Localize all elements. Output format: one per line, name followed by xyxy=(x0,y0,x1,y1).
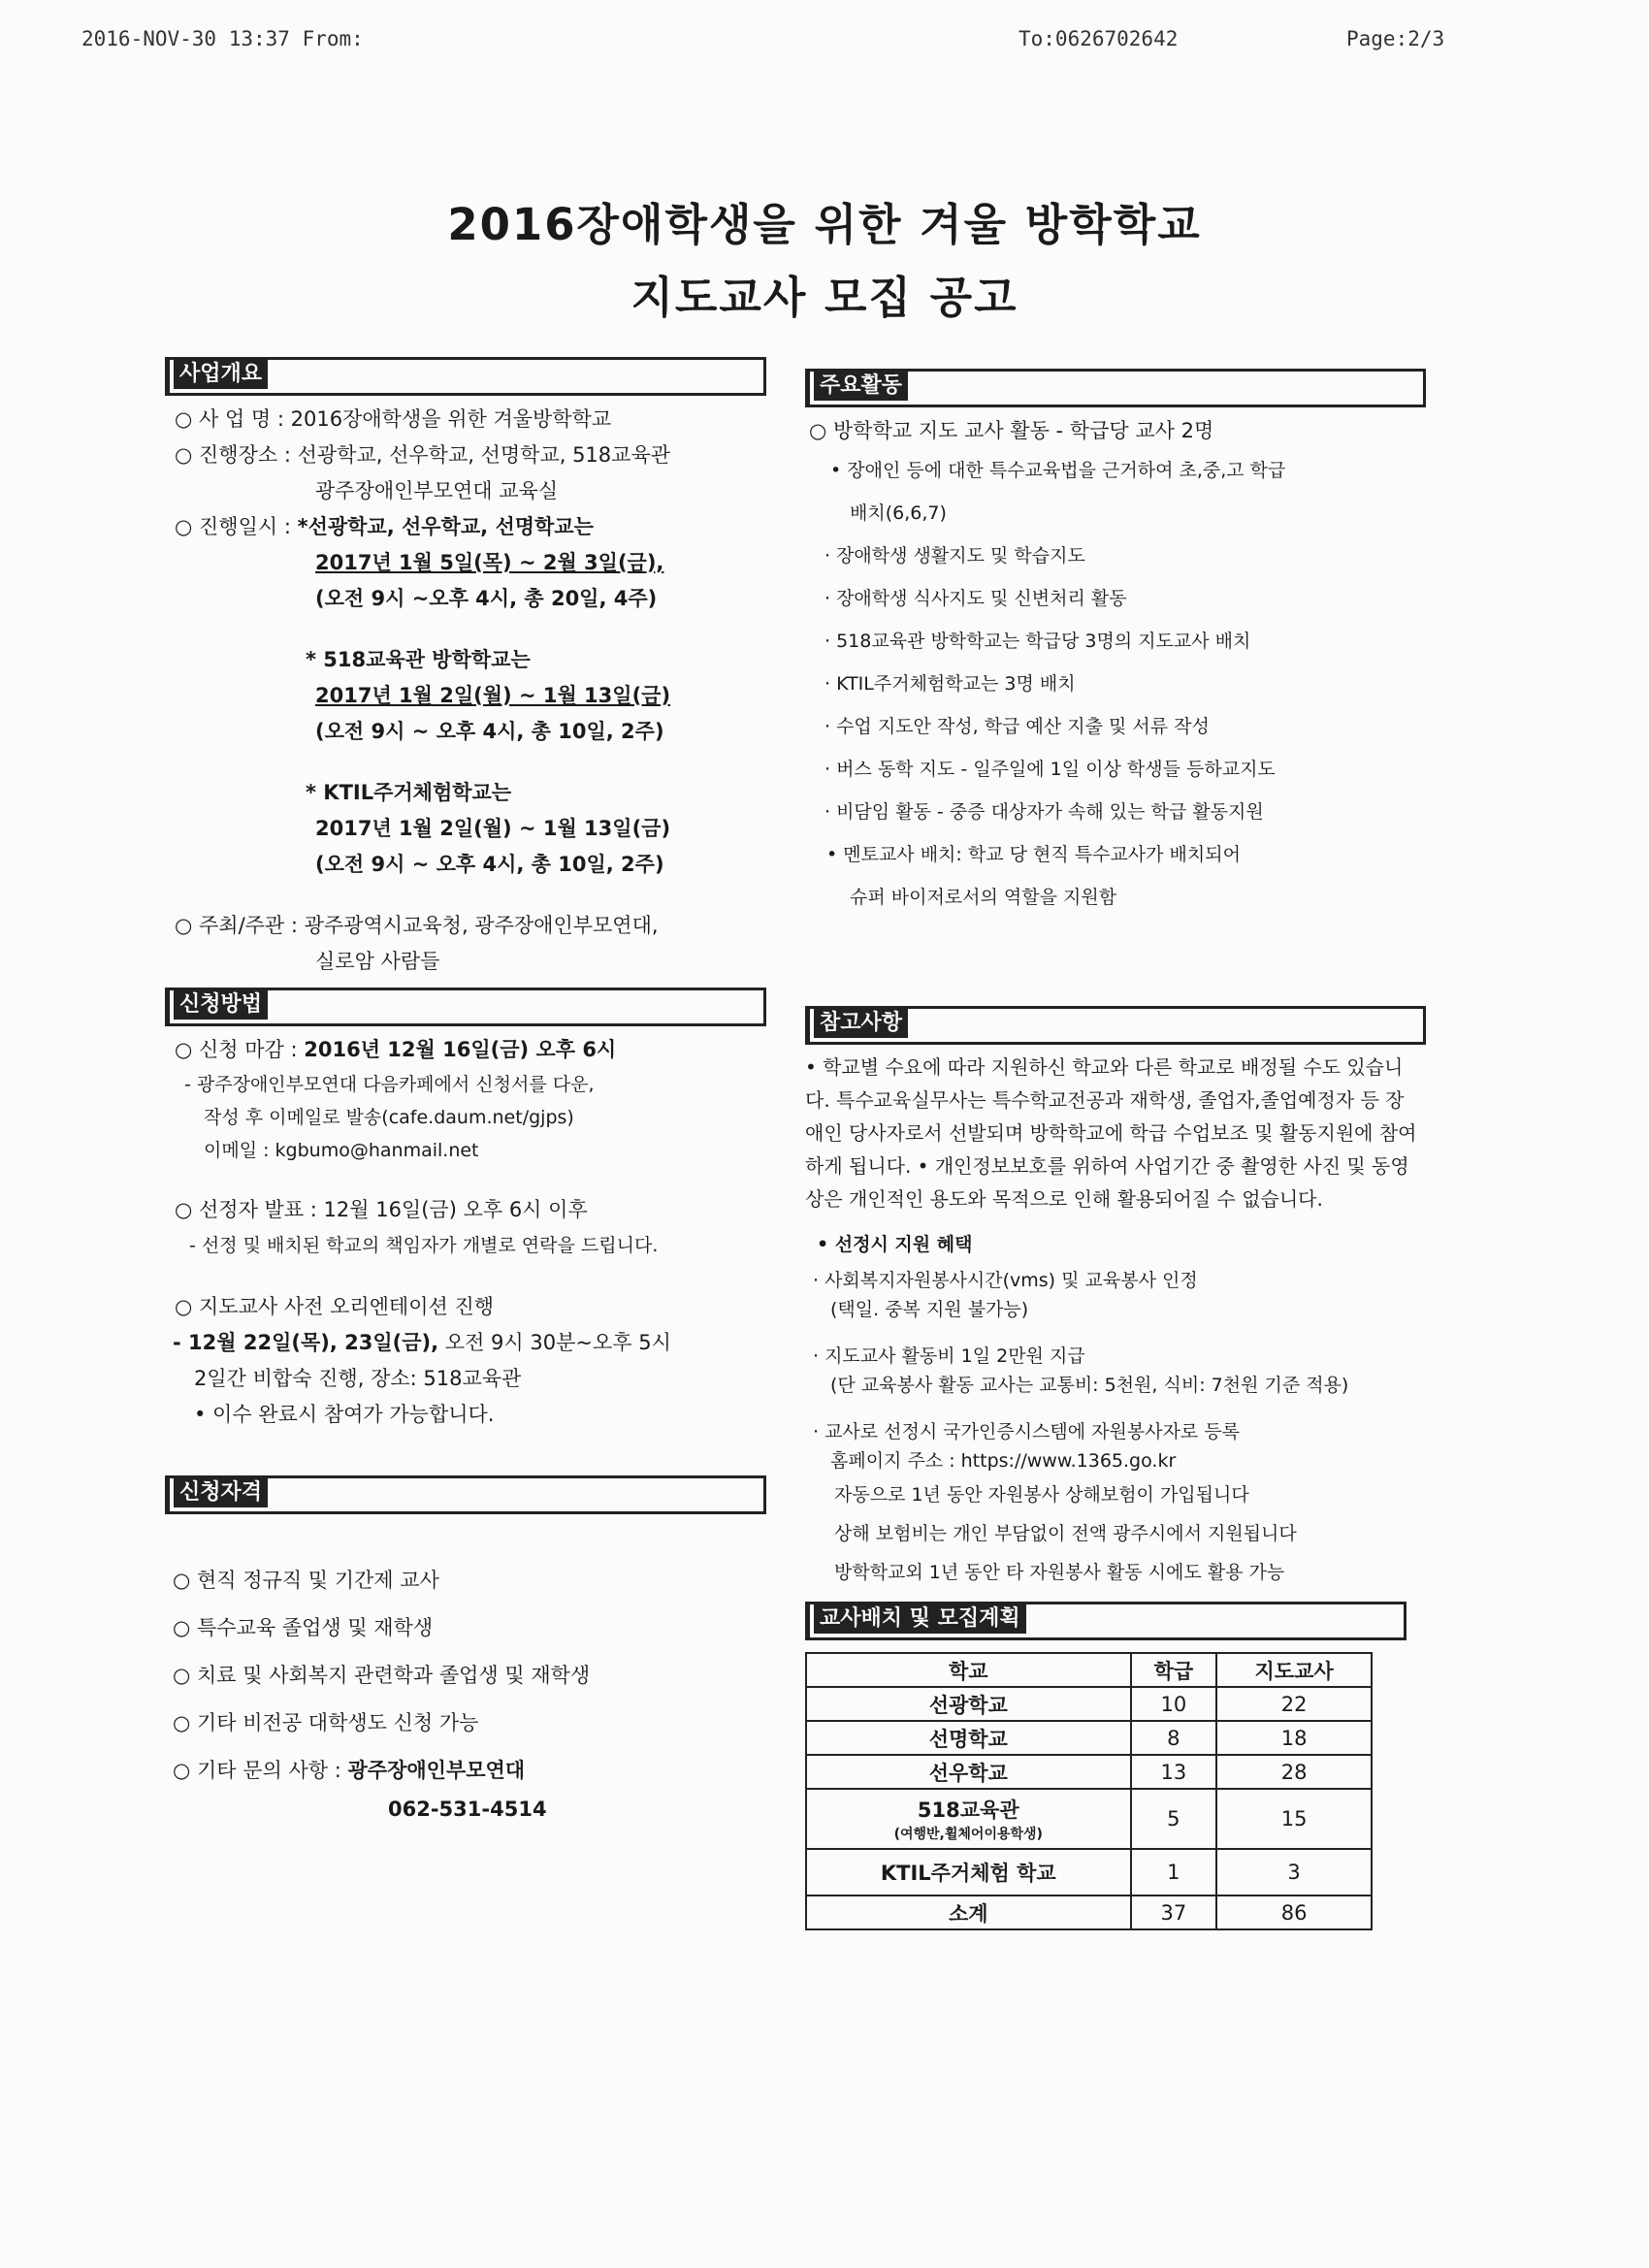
activity-item: · 비담임 활동 - 중증 대상자가 속해 있는 학급 활동지원 xyxy=(824,801,1264,823)
date-group3-name: * KTIL주거체험학교는 xyxy=(306,781,512,804)
value: 광주광역시교육청, 광주장애인부모연대, xyxy=(304,914,659,937)
project-date xyxy=(165,509,766,545)
classes-cell: 5 xyxy=(1131,1789,1217,1849)
benefit: · 사회복지자원봉사시간(vms) 및 교육봉사 인정 xyxy=(813,1270,1198,1291)
orientation-note: • 이수 완료시 참여가 가능합니다. xyxy=(194,1403,495,1426)
benefit-url: 홈페이지 주소 : https://www.1365.go.kr xyxy=(830,1450,1177,1472)
eligibility-item: ○ 현직 정규직 및 기간제 교사 xyxy=(173,1569,439,1592)
project-host-cont: 실로암 사람들 xyxy=(315,950,440,973)
classes-cell: 1 xyxy=(1131,1849,1217,1895)
value: 2016장애학생을 위한 겨울방학학교 xyxy=(290,407,612,431)
fax-header-sender: 2016-NOV-30 13:37 From: xyxy=(81,27,364,50)
selection-announce: ○ 선정자 발표 : 12월 16일(금) 오후 6시 이후 xyxy=(175,1198,588,1221)
table-row-total xyxy=(806,1895,1372,1929)
right-column xyxy=(805,369,1426,1930)
activity-item: · 수업 지도안 작성, 학급 예산 지출 및 서류 작성 xyxy=(824,716,1210,737)
apply-email: 이메일 : kgbumo@hanmail.net xyxy=(204,1140,479,1161)
section-title: 신청자격 xyxy=(174,1478,268,1507)
project-name xyxy=(165,402,766,437)
project-place xyxy=(165,437,766,473)
table-row xyxy=(806,1849,1372,1895)
teachers-cell: 15 xyxy=(1216,1789,1372,1849)
column-header: 학교 xyxy=(806,1653,1131,1687)
apply-deadline xyxy=(165,1032,766,1068)
left-column xyxy=(165,357,766,1824)
date-group2-time: (오전 9시 ~ 오후 4시, 총 10일, 2주) xyxy=(315,720,664,743)
classes-cell: 8 xyxy=(1131,1721,1217,1755)
date-group3-time: (오전 9시 ~ 오후 4시, 총 10일, 2주) xyxy=(315,853,664,876)
section-title: 신청방법 xyxy=(174,990,268,1020)
table-row xyxy=(806,1721,1372,1755)
benefit-note: (단 교육봉사 활동 교사는 교통비: 5천원, 식비: 7천원 기준 적용) xyxy=(830,1375,1349,1396)
selection-note: - 선정 및 배치된 학교의 책임자가 개별로 연락을 드립니다. xyxy=(189,1235,659,1256)
date-group2-name: * 518교육관 방학학교는 xyxy=(306,648,531,671)
label: ○ 주최/주관 : xyxy=(175,914,298,937)
school-cell: 선광학교 xyxy=(806,1687,1131,1721)
allocation-table xyxy=(805,1652,1373,1930)
section-title: 교사배치 및 모집계획 xyxy=(814,1604,1026,1634)
project-place-cont: 광주장애인부모연대 교육실 xyxy=(315,479,559,502)
activity-item: · 518교육관 방학학교는 학급당 3명의 지도교사 배치 xyxy=(824,631,1251,652)
label: ○ 진행장소 : xyxy=(175,443,291,467)
benefit-note: 방학학교외 1년 동안 타 자원봉사 활동 시에도 활용 가능 xyxy=(834,1562,1285,1583)
value: 선광학교, 선우학교, 선명학교, 518교육관 xyxy=(297,443,671,467)
label: ○ 사 업 명 : xyxy=(175,407,284,431)
column-header: 지도교사 xyxy=(1216,1653,1372,1687)
label: ○ 기타 문의 사항 : xyxy=(173,1759,341,1782)
teachers-cell: 28 xyxy=(1216,1755,1372,1789)
table-row xyxy=(806,1687,1372,1721)
document-subtitle: 지도교사 모집 공고 xyxy=(630,272,1018,323)
benefit-note: 상해 보험비는 개인 부담없이 전액 광주시에서 지원됩니다 xyxy=(834,1523,1297,1544)
eligibility-item: ○ 기타 비전공 대학생도 신청 가능 xyxy=(173,1711,479,1734)
eligibility-item: ○ 특수교육 졸업생 및 재학생 xyxy=(173,1616,434,1639)
section-header-allocation xyxy=(805,1602,1406,1640)
activity-law-cont: 배치(6,6,7) xyxy=(850,502,947,524)
activity-item: · KTIL주거체험학교는 3명 배치 xyxy=(824,673,1076,695)
classes-cell: 13 xyxy=(1131,1755,1217,1789)
classes-cell: 10 xyxy=(1131,1687,1217,1721)
school-cell: 선명학교 xyxy=(806,1721,1131,1755)
contact-phone: 062-531-4514 xyxy=(388,1798,547,1821)
table-row xyxy=(806,1789,1372,1849)
contact xyxy=(165,1747,766,1795)
fax-header-recipient: To:0626702642 xyxy=(1018,27,1179,50)
mentor-cont: 슈퍼 바이저로서의 역할을 지원함 xyxy=(850,887,1117,908)
benefit-note: 자동으로 1년 동안 자원봉사 상해보험이 가입됩니다 xyxy=(834,1484,1249,1506)
section-header-apply xyxy=(165,988,766,1026)
project-host xyxy=(165,908,766,944)
classes-cell: 37 xyxy=(1131,1895,1217,1929)
apply-method-cont: 작성 후 이메일로 발송(cafe.daum.net/gjps) xyxy=(204,1107,574,1128)
section-header-overview xyxy=(165,357,766,396)
school-cell: 소계 xyxy=(806,1895,1131,1929)
column-header: 학급 xyxy=(1131,1653,1217,1687)
value: *선광학교, 선우학교, 선명학교는 xyxy=(297,515,594,538)
section-title: 사업개요 xyxy=(174,360,268,389)
school-cell xyxy=(806,1789,1131,1849)
benefit-note: (택일. 중복 지원 불가능) xyxy=(830,1299,1029,1320)
eligibility-item: ○ 치료 및 사회복지 관련학과 졸업생 및 재학생 xyxy=(173,1664,591,1687)
apply-method: - 광주장애인부모연대 다음카페에서 신청서를 다운, xyxy=(184,1074,595,1095)
date-group3-range: 2017년 1월 2일(월) ~ 1월 13일(금) xyxy=(315,817,671,840)
benefit: · 지도교사 활동비 1일 2만원 지급 xyxy=(813,1345,1085,1367)
orientation-date xyxy=(165,1325,766,1361)
activity-law: • 장애인 등에 대한 특수교육법을 근거하여 초,중,고 학급 xyxy=(830,460,1286,481)
activity-item: · 버스 동학 지도 - 일주일에 1일 이상 학생들 등하교지도 xyxy=(824,759,1276,780)
section-header-notes xyxy=(805,1006,1426,1045)
teachers-cell: 22 xyxy=(1216,1687,1372,1721)
orientation-time: 오전 9시 30분~오후 5시 xyxy=(444,1331,671,1354)
orientation-date-bold: - 12월 22일(목), 23일(금), xyxy=(173,1331,439,1354)
mentor: • 멘토교사 배치: 학교 당 현직 특수교사가 배치되어 xyxy=(826,844,1241,865)
orientation: ○ 지도교사 사전 오리엔테이션 진행 xyxy=(175,1295,495,1318)
label: ○ 진행일시 : xyxy=(175,515,291,538)
date-group1-time: (오전 9시 ~오후 4시, 총 20일, 4주) xyxy=(315,587,658,610)
date-group1-range: 2017년 1월 5일(목) ~ 2월 3일(금), xyxy=(315,551,664,574)
benefit-heading: • 선정시 지원 혜택 xyxy=(817,1234,973,1255)
section-title: 주요활동 xyxy=(814,372,908,401)
table-header-row xyxy=(806,1653,1372,1687)
teachers-cell: 86 xyxy=(1216,1895,1372,1929)
school-sub: (여행반,휠체어이용학생) xyxy=(893,1827,1043,1842)
orientation-place: 2일간 비합숙 진행, 장소: 518교육관 xyxy=(194,1367,522,1390)
teachers-cell: 18 xyxy=(1216,1721,1372,1755)
fax-header-page: Page:2/3 xyxy=(1346,27,1445,50)
contact-org: 광주장애인부모연대 xyxy=(347,1759,526,1782)
school-name: 518교육관 xyxy=(917,1798,1019,1822)
date-group2-range: 2017년 1월 2일(월) ~ 1월 13일(금) xyxy=(315,684,671,707)
school-cell: KTIL주거체험 학교 xyxy=(806,1849,1131,1895)
document-title: 2016장애학생을 위한 겨울 방학학교 xyxy=(447,199,1202,250)
benefit: · 교사로 선정시 국가인증시스템에 자원봉사자로 등록 xyxy=(813,1421,1241,1442)
teachers-cell: 3 xyxy=(1216,1849,1372,1895)
section-title: 참고사항 xyxy=(814,1009,908,1038)
notes-paragraph: • 학교별 수요에 따라 지원하신 학교와 다른 학교로 배정될 수도 있습니다. 특수교육실무사는 특수학교전공과 재학생, 졸업자,졸업예정자 등 장애인 당사자로서 선발되며 방학학교에 학급 수업보조 및 활동지원에 참여하게 됩니다. • 개인정보보호를 위하여 사업기간 중 촬영한 사진 및 동영상은 개인적인 용도와 목적으로 인해 활용되어질 수 없습니다. xyxy=(805,1055,1417,1211)
activity-item: · 장애학생 식사지도 및 신변처리 활동 xyxy=(824,588,1127,609)
activity-main: ○ 방학학교 지도 교사 활동 - 학급당 교사 2명 xyxy=(809,419,1214,442)
section-header-activities xyxy=(805,369,1426,407)
school-cell: 선우학교 xyxy=(806,1755,1131,1789)
activity-item: · 장애학생 생활지도 및 학습지도 xyxy=(824,545,1085,567)
label: ○ 신청 마감 : xyxy=(175,1038,298,1061)
value: 2016년 12월 16일(금) 오후 6시 xyxy=(304,1038,617,1061)
section-header-eligibility xyxy=(165,1475,766,1514)
table-row xyxy=(806,1755,1372,1789)
